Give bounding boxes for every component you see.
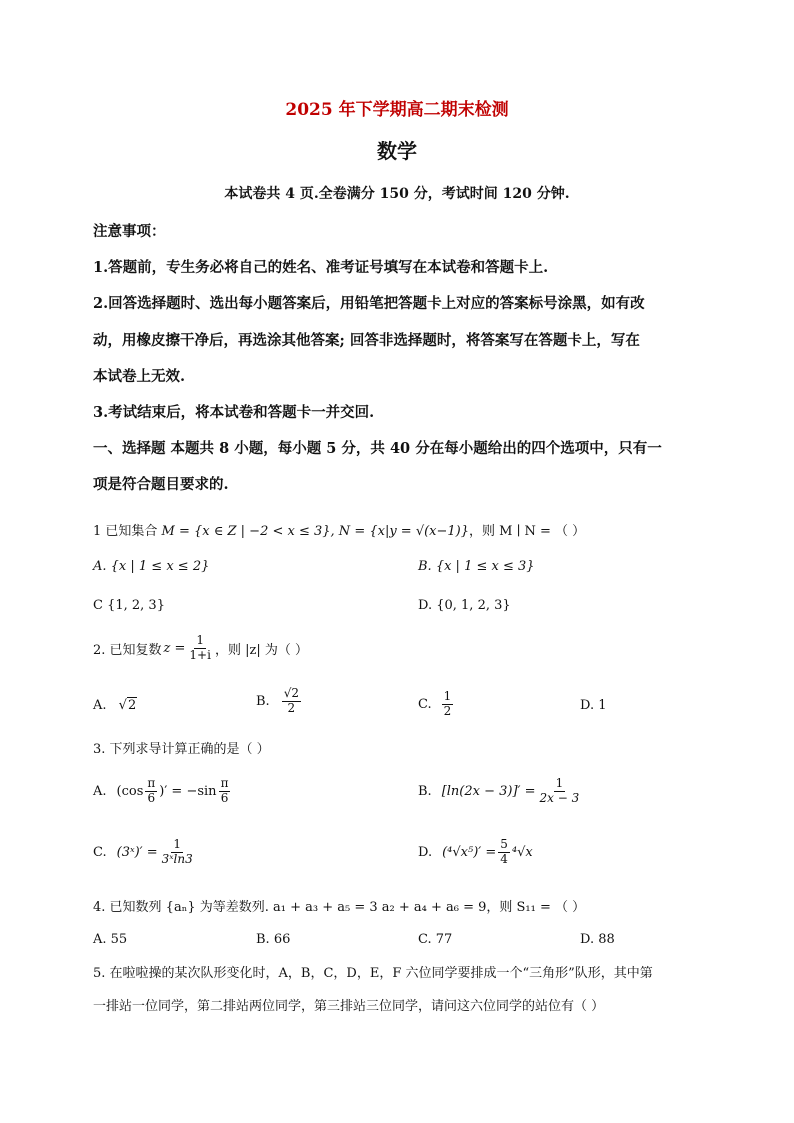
q2-option-c xyxy=(418,690,455,719)
q1-option-b: B. {x | 1 ≤ x ≤ 3} xyxy=(418,559,535,574)
note-2-line-3: 本试卷上无效. xyxy=(93,368,186,385)
q2-fraction-denominator: 1+i xyxy=(189,647,211,662)
q3-option-a-pi-2: π xyxy=(220,776,229,790)
question-5-line-2: 一排站一位同学，第二排站两位同学，第三排站三位同学，请问这六位同学的站位有（ ） xyxy=(93,999,605,1014)
q2-option-b-numerator: √2 xyxy=(283,686,299,700)
q3-option-d-expr: (⁴√x⁵)′ = xyxy=(442,844,497,860)
q3-option-a-label: A. xyxy=(93,783,107,799)
q1-option-a: A. {x | 1 ≤ x ≤ 2} xyxy=(93,559,210,574)
q3-option-d xyxy=(418,838,533,867)
q3-option-a-mid: )′ = −sin xyxy=(159,783,217,799)
q2-option-d: D. 1 xyxy=(580,698,607,713)
q3-option-b xyxy=(418,777,583,806)
q3-option-b-expr: [ln(2x − 3)]′ = xyxy=(441,783,536,799)
q4-option-b: B. 66 xyxy=(256,932,291,947)
question-4: 4. 已知数列 {aₙ} 为等差数列. a₁ + a₃ + a₅ = 3 a₂ + a₄ + a₆ = 9，则 S₁₁ = （ ） xyxy=(93,900,586,915)
q2-fraction-numerator: 1 xyxy=(196,633,204,647)
q3-option-c xyxy=(93,838,197,867)
q1-suffix: ，则 M ∣ N = （ ） xyxy=(469,524,586,539)
q4-option-c: C. 77 xyxy=(418,932,453,947)
q3-option-b-label: B. xyxy=(418,783,432,799)
q3-option-d-numerator: 5 xyxy=(500,837,508,851)
q3-option-a-pi-1: π xyxy=(147,776,156,790)
note-2-line-1: 2.回答选择题时、选出每小题答案后，用铅笔把答题卡上对应的答案标号涂黑，如有改 xyxy=(93,295,645,312)
q2-prefix: 2. 已知复数 xyxy=(93,642,162,658)
q2-option-b-label: B. xyxy=(256,693,270,709)
exam-title: 2025 年下学期高二期末检测 xyxy=(285,100,509,120)
q3-option-b-denominator: 2x − 3 xyxy=(539,790,580,805)
q3-option-d-tail: ⁴√x xyxy=(511,844,533,860)
q2-option-b-fraction xyxy=(282,687,301,716)
q3-option-b-fraction xyxy=(538,777,582,806)
q3-option-a-fraction-1 xyxy=(145,777,157,806)
q1-option-c: C {1, 2, 3} xyxy=(93,598,165,613)
q3-option-c-label: C. xyxy=(93,844,107,860)
q3-option-d-fraction xyxy=(498,838,510,867)
q2-suffix: ，则 |z| 为（ ） xyxy=(214,642,308,658)
q1-option-d: D. {0, 1, 2, 3} xyxy=(418,598,511,613)
q2-fraction xyxy=(187,634,213,663)
q2-option-a: A. √2 xyxy=(93,698,137,713)
note-2-line-2: 动，用橡皮擦干净后，再选涂其他答案; 回答非选择题时，将答案写在答题卡上，写在 xyxy=(93,332,640,349)
note-3: 3.考试结束后，将本试卷和答题卡一并交回. xyxy=(93,404,375,421)
q3-option-a-six-1: 6 xyxy=(147,790,156,805)
q3-option-b-numerator: 1 xyxy=(555,776,564,790)
q2-option-b-denominator: 2 xyxy=(287,700,296,715)
q3-option-a-left: (cos xyxy=(116,783,144,799)
q2-option-c-denominator: 2 xyxy=(443,703,452,718)
section-1-line-2: 项是符合题目要求的. xyxy=(93,476,229,493)
q3-option-c-denominator: 3ˣln3 xyxy=(161,851,193,866)
q2-option-c-fraction xyxy=(442,690,454,719)
q3-option-a-six-2: 6 xyxy=(220,790,229,805)
q3-option-d-label: D. xyxy=(418,844,433,860)
q4-option-a: A. 55 xyxy=(93,932,128,947)
q3-option-c-expr: (3ˣ)′ = xyxy=(116,844,158,860)
q2-option-c-label: C. xyxy=(418,696,432,712)
q2-option-a-value: 2 xyxy=(127,698,137,713)
question-5-line-1: 5. 在啦啦操的某次队形变化时，A，B，C，D，E，F 六位同学要排成一个“三角形”队形，其中第 xyxy=(93,966,653,981)
q1-prefix: 1 已知集合 xyxy=(93,524,158,539)
question-3: 3. 下列求导计算正确的是（ ） xyxy=(93,742,270,757)
note-1: 1.答题前，专生务必将自己的姓名、准考证号填写在本试卷和答题卡上. xyxy=(93,259,549,276)
q3-option-c-numerator: 1 xyxy=(173,837,182,851)
q2-option-b xyxy=(256,687,303,716)
question-1 xyxy=(93,520,585,539)
q2-option-a-label: A. xyxy=(93,698,107,713)
subject-title: 数学 xyxy=(377,139,417,163)
section-1-line-1: 一、选择题 本题共 8 小题，每小题 5 分，共 40 分在每小题给出的四个选项中，只有一 xyxy=(93,440,662,457)
notes-heading: 注意事项： xyxy=(93,223,166,240)
q3-option-a-fraction-2 xyxy=(219,777,231,806)
q1-set-m: M = {x ∈ Z | −2 < x ≤ 3} xyxy=(161,524,331,539)
q2-option-c-numerator: 1 xyxy=(443,689,452,703)
q4-option-d: D. 88 xyxy=(580,932,615,947)
q3-option-c-fraction xyxy=(160,838,195,867)
q3-option-d-denominator: 4 xyxy=(500,851,508,866)
exam-info: 本试卷共 4 页.全卷满分 150 分，考试时间 120 分钟. xyxy=(224,186,570,202)
question-2 xyxy=(93,634,308,663)
q1-set-n: , N = {x|y = √(x−1)} xyxy=(330,524,470,539)
q3-option-a xyxy=(93,777,232,806)
q2-z: z = xyxy=(163,640,186,656)
